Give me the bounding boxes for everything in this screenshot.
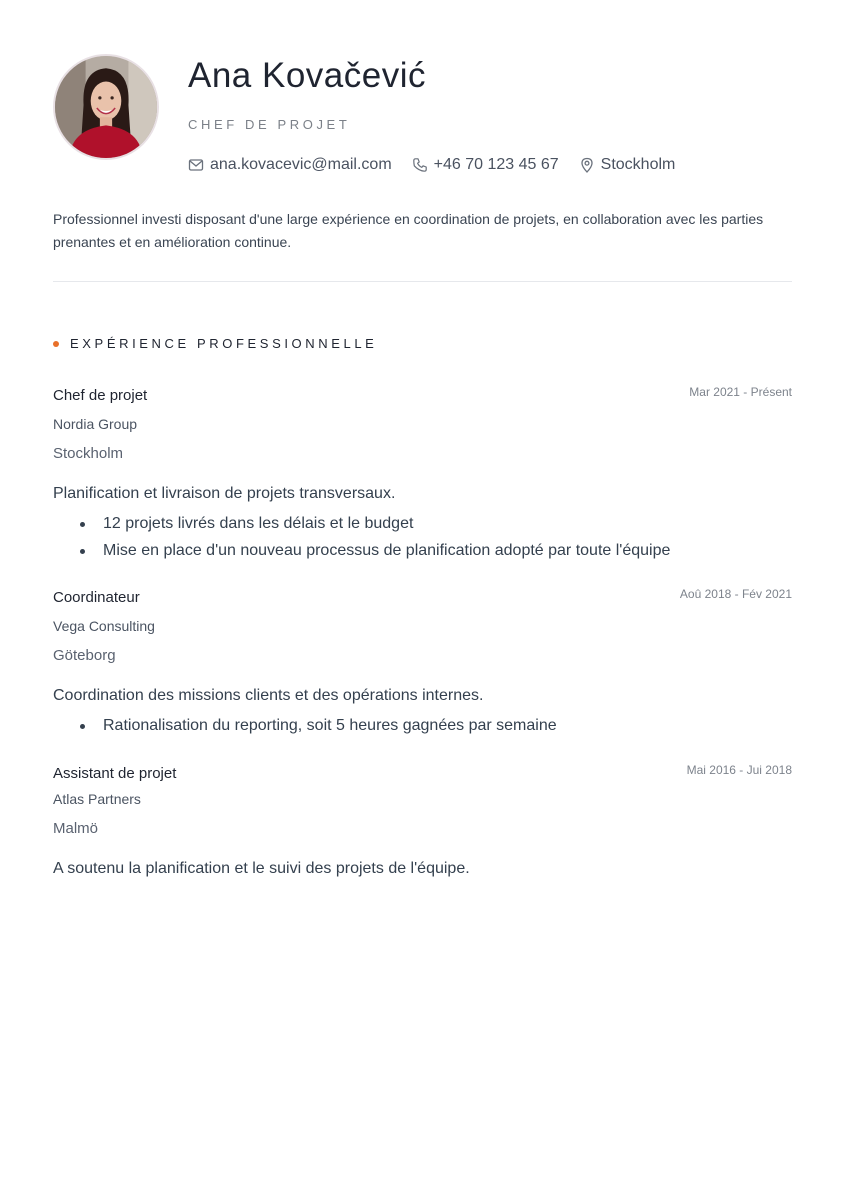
phone-icon xyxy=(412,157,428,173)
experience-item xyxy=(53,588,792,739)
job-company: Vega Consulting xyxy=(53,618,155,634)
contact-location xyxy=(579,155,676,175)
job-role: CHEF DE PROJET xyxy=(188,117,351,132)
resume-page xyxy=(53,54,792,879)
avatar xyxy=(53,54,159,160)
achievement-list xyxy=(53,510,792,564)
phone-text: +46 70 123 45 67 xyxy=(433,156,559,173)
experience-section-title xyxy=(53,336,792,352)
achievement-list xyxy=(53,712,792,739)
job-date: Aoû 2018 - Fév 2021 xyxy=(679,587,792,601)
section-divider xyxy=(53,281,792,282)
job-title: Assistant de projet xyxy=(53,765,177,782)
job-company: Atlas Partners xyxy=(53,791,141,807)
job-description: Planification et livraison de projets transversaux. xyxy=(53,485,396,502)
experience-item xyxy=(53,764,792,879)
contact-email[interactable] xyxy=(188,155,392,175)
job-title: Coordinateur xyxy=(53,589,140,606)
job-description: Coordination des missions clients et des opérations internes. xyxy=(53,687,484,704)
experience-heading: EXPÉRIENCE PROFESSIONNELLE xyxy=(70,336,378,351)
job-date: Mai 2016 - Jui 2018 xyxy=(686,763,792,777)
contact-phone[interactable] xyxy=(412,155,559,175)
section-bullet-dot xyxy=(53,341,59,347)
map-pin-icon xyxy=(579,157,595,173)
avatar-photo xyxy=(55,56,157,158)
job-company: Nordia Group xyxy=(53,416,138,432)
job-location: Stockholm xyxy=(53,445,124,462)
job-location: Malmö xyxy=(53,820,99,837)
email-text: ana.kovacevic@mail.com xyxy=(210,156,392,173)
person-name: Ana Kovačević xyxy=(188,56,427,95)
header-info xyxy=(188,54,695,175)
profile-summary: Professionnel investi disposant d'une large expérience en coordination de projets, en collaboration avec les parties prenantes et en amélioration continue. xyxy=(53,211,764,250)
achievement-item: Rationalisation du reporting, soit 5 heures gagnées par semaine xyxy=(53,712,792,739)
envelope-icon xyxy=(188,157,204,173)
job-description: A soutenu la planification et le suivi des projets de l'équipe. xyxy=(53,860,470,877)
job-location: Göteborg xyxy=(53,647,116,664)
job-title: Chef de projet xyxy=(53,387,148,404)
location-text: Stockholm xyxy=(600,156,676,173)
achievement-item: Mise en place d'un nouveau processus de planification adopté par toute l'équipe xyxy=(53,537,792,564)
experience-item xyxy=(53,386,792,564)
resume-header xyxy=(53,54,792,175)
achievement-item: 12 projets livrés dans les délais et le budget xyxy=(53,510,792,537)
contact-list xyxy=(188,155,695,175)
job-date: Mar 2021 - Présent xyxy=(689,385,792,399)
